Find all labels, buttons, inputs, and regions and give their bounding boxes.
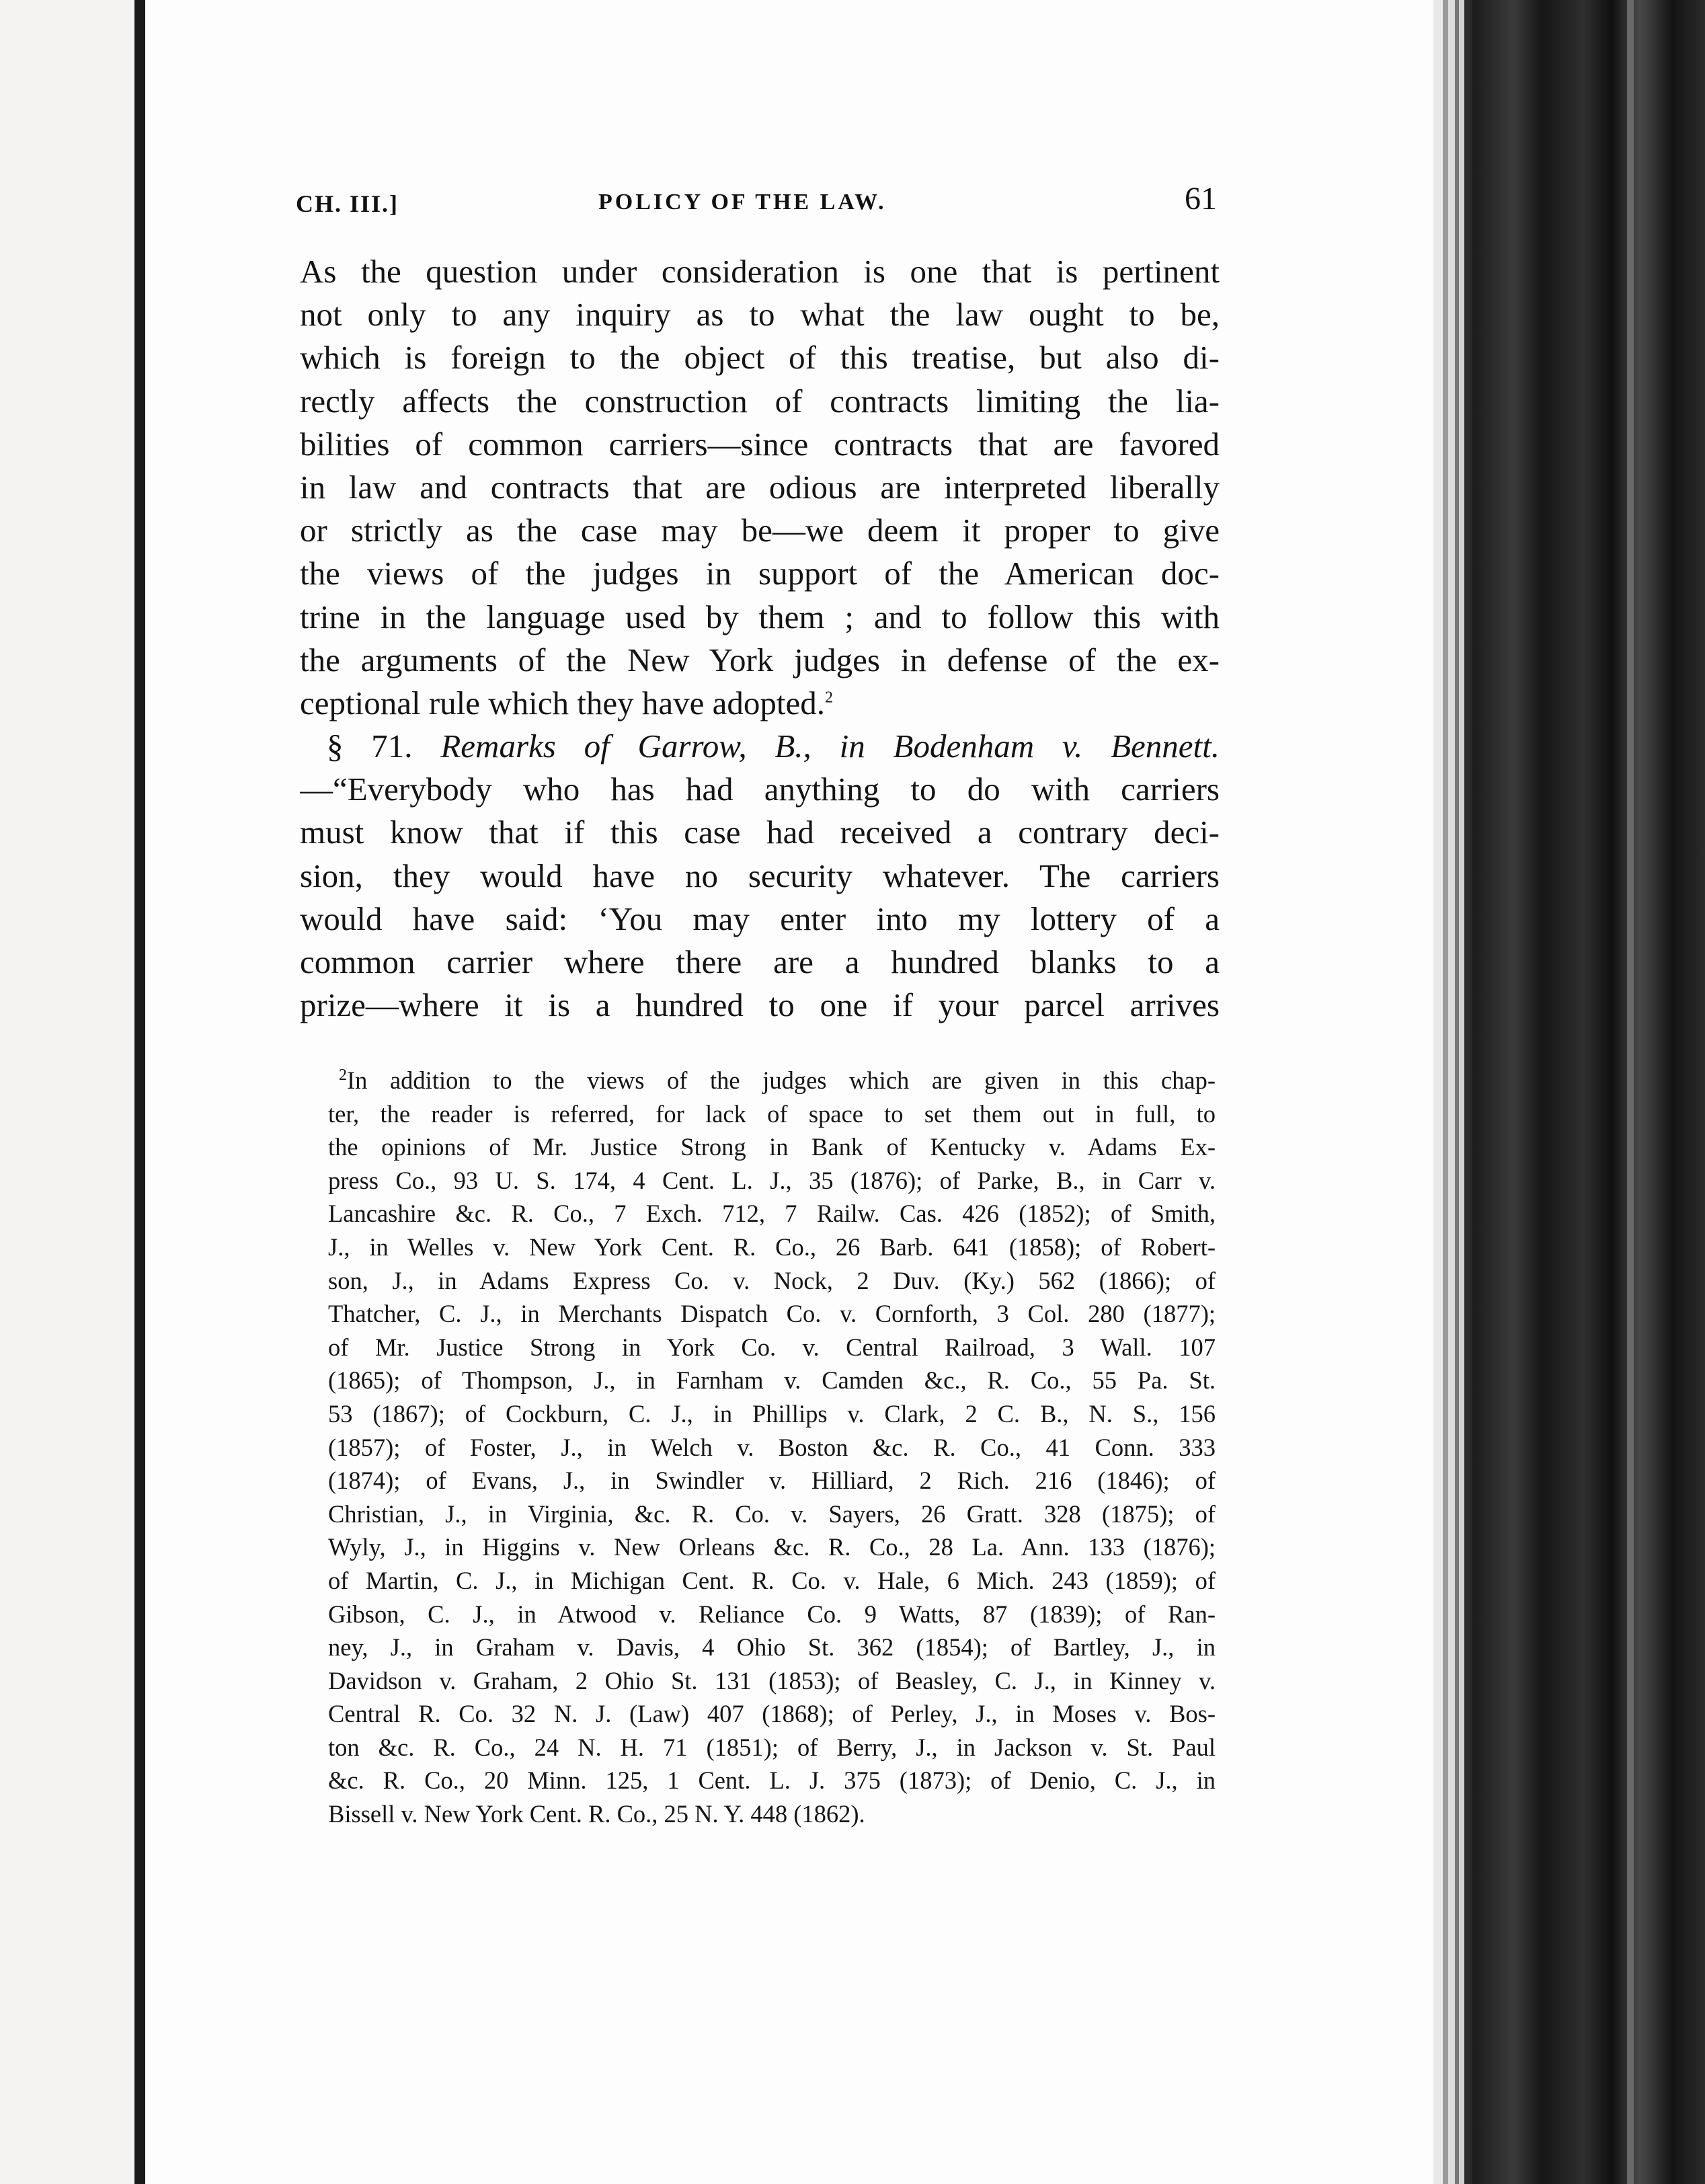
body-line xyxy=(300,682,1220,725)
footnote-line: Lancashire &c. R. Co., 7 Exch. 712, 7 Railw. Cas. 426 (1852); of Smith, xyxy=(328,1200,1216,1228)
footnote-mark: 2 xyxy=(339,1066,347,1084)
footnote-line: Central R. Co. 32 N. J. (Law) 407 (1868); of Perley, J., in Moses v. Bos- xyxy=(328,1700,1216,1728)
footnote-line: Thatcher, C. J., in Merchants Dispatch Co. v. Cornforth, 3 Col. 280 (1877); xyxy=(328,1300,1216,1328)
footnote-line: ney, J., in Graham v. Davis, 4 Ohio St. 362 (1854); of Bartley, J., in xyxy=(328,1633,1216,1662)
footnote-line: of Mr. Justice Strong in York Co. v. Central Railroad, 3 Wall. 107 xyxy=(328,1333,1216,1361)
footnote-line: ton &c. R. Co., 24 N. H. 71 (1851); of Berry, J., in Jackson v. St. Paul xyxy=(328,1733,1216,1761)
section-heading xyxy=(300,725,1220,768)
body-line: sion, they would have no security whatever. The carriers xyxy=(300,857,1220,894)
running-title: POLICY OF THE LAW. xyxy=(598,190,887,214)
book-binding-highlight xyxy=(1627,0,1634,2184)
body-text xyxy=(300,250,1220,1027)
body-line: must know that if this case had received a contrary deci- xyxy=(300,814,1220,851)
running-head xyxy=(296,180,1217,221)
body-line: —“Everybody who has had anything to do with carriers xyxy=(300,771,1220,808)
footnote-line: Bissell v. New York Cent. R. Co., 25 N. Y. 448 (1862). xyxy=(328,1800,865,1828)
body-line: rectly affects the construction of contracts limiting the lia- xyxy=(300,382,1220,420)
footnote-line: (1874); of Evans, J., in Swindler v. Hilliard, 2 Rich. 216 (1846); of xyxy=(328,1467,1216,1495)
section-title: Remarks of Garrow, B., in Bodenham v. Bennett. xyxy=(440,728,1220,765)
footnote-line: (1865); of Thompson, J., in Farnham v. Camden &c., R. Co., 55 Pa. St. xyxy=(328,1366,1216,1395)
footnote-line-text: In addition to the views of the judges which are given in this chap- xyxy=(347,1066,1216,1094)
footnote-line: (1857); of Foster, J., in Welch v. Boston &c. R. Co., 41 Conn. 333 xyxy=(328,1433,1216,1461)
page-number: 61 xyxy=(1185,181,1217,217)
footnote-line: Wyly, J., in Higgins v. New Orleans &c. R. Co., 28 La. Ann. 133 (1876); xyxy=(328,1533,1216,1561)
body-line: would have said: ‘You may enter into my lottery of a xyxy=(300,900,1220,937)
page-stack-edge xyxy=(1464,0,1472,2184)
body-line: bilities of common carriers—since contracts that are favored xyxy=(300,425,1220,463)
footnote-line: Davidson v. Graham, 2 Ohio St. 131 (1853); of Beasley, C. J., in Kinney v. xyxy=(328,1666,1216,1694)
book-binding xyxy=(1472,0,1705,2184)
footnote-line: press Co., 93 U. S. 174, 4 Cent. L. J., 35 (1876); of Parke, B., in Carr v. xyxy=(328,1166,1216,1194)
body-line: trine in the language used by them ; and to follow this with xyxy=(300,598,1220,635)
page-stack-edge xyxy=(1448,0,1455,2184)
footnote-line: Christian, J., in Virginia, &c. R. Co. v. Sayers, 26 Gratt. 328 (1875); of xyxy=(328,1499,1216,1528)
facing-page-edge xyxy=(0,0,143,2184)
footnote-line: &c. R. Co., 20 Minn. 125, 1 Cent. L. J. 375 (1873); of Denio, C. J., in xyxy=(328,1766,1216,1795)
footnote-line: Gibson, C. J., in Atwood v. Reliance Co. 9 Watts, 87 (1839); of Ran- xyxy=(328,1600,1216,1628)
footnote-line: J., in Welles v. New York Cent. R. Co., 26 Barb. 641 (1858); of Robert- xyxy=(328,1233,1216,1261)
body-line: prize—where it is a hundred to one if your parcel arrives xyxy=(300,986,1220,1024)
footnote-line: ter, the reader is referred, for lack of space to set them out in full, to xyxy=(328,1099,1216,1128)
body-line: which is foreign to the object of this treatise, but also di- xyxy=(300,339,1220,377)
gutter-shadow xyxy=(134,0,145,2184)
body-line: in law and contracts that are odious are interpreted liberally xyxy=(300,468,1220,506)
footnote-line xyxy=(328,1064,1216,1097)
body-line-text: ceptional rule which they have adopted. xyxy=(300,684,825,722)
footnote-line: 53 (1867); of Cockburn, C. J., in Phillips v. Clark, 2 C. B., N. S., 156 xyxy=(328,1399,1216,1428)
footnote xyxy=(328,1064,1216,1831)
footnote-line: the opinions of Mr. Justice Strong in Bank of Kentucky v. Adams Ex- xyxy=(328,1133,1216,1161)
footnote-reference: 2 xyxy=(825,689,833,707)
footnote-line: son, J., in Adams Express Co. v. Nock, 2 Duv. (Ky.) 562 (1866); of xyxy=(328,1266,1216,1294)
footnote-line: of Martin, C. J., in Michigan Cent. R. Co. v. Hale, 6 Mich. 243 (1859); of xyxy=(328,1566,1216,1594)
body-line: common carrier where there are a hundred blanks to a xyxy=(300,943,1220,980)
body-line: As the question under consideration is one that is pertinent xyxy=(300,253,1220,290)
page-stack-edge xyxy=(1459,0,1464,2184)
page-stack-edge xyxy=(1443,0,1448,2184)
page-stack-edge xyxy=(1433,0,1443,2184)
section-number: § 71. xyxy=(327,728,413,765)
body-line: not only to any inquiry as to what the law ought to be, xyxy=(300,296,1220,334)
body-line: or strictly as the case may be—we deem it proper to give xyxy=(300,512,1220,549)
body-line: the arguments of the New York judges in defense of the ex- xyxy=(300,641,1220,678)
body-line: the views of the judges in support of the American doc- xyxy=(300,555,1220,592)
chapter-label: CH. III.] xyxy=(296,190,399,217)
